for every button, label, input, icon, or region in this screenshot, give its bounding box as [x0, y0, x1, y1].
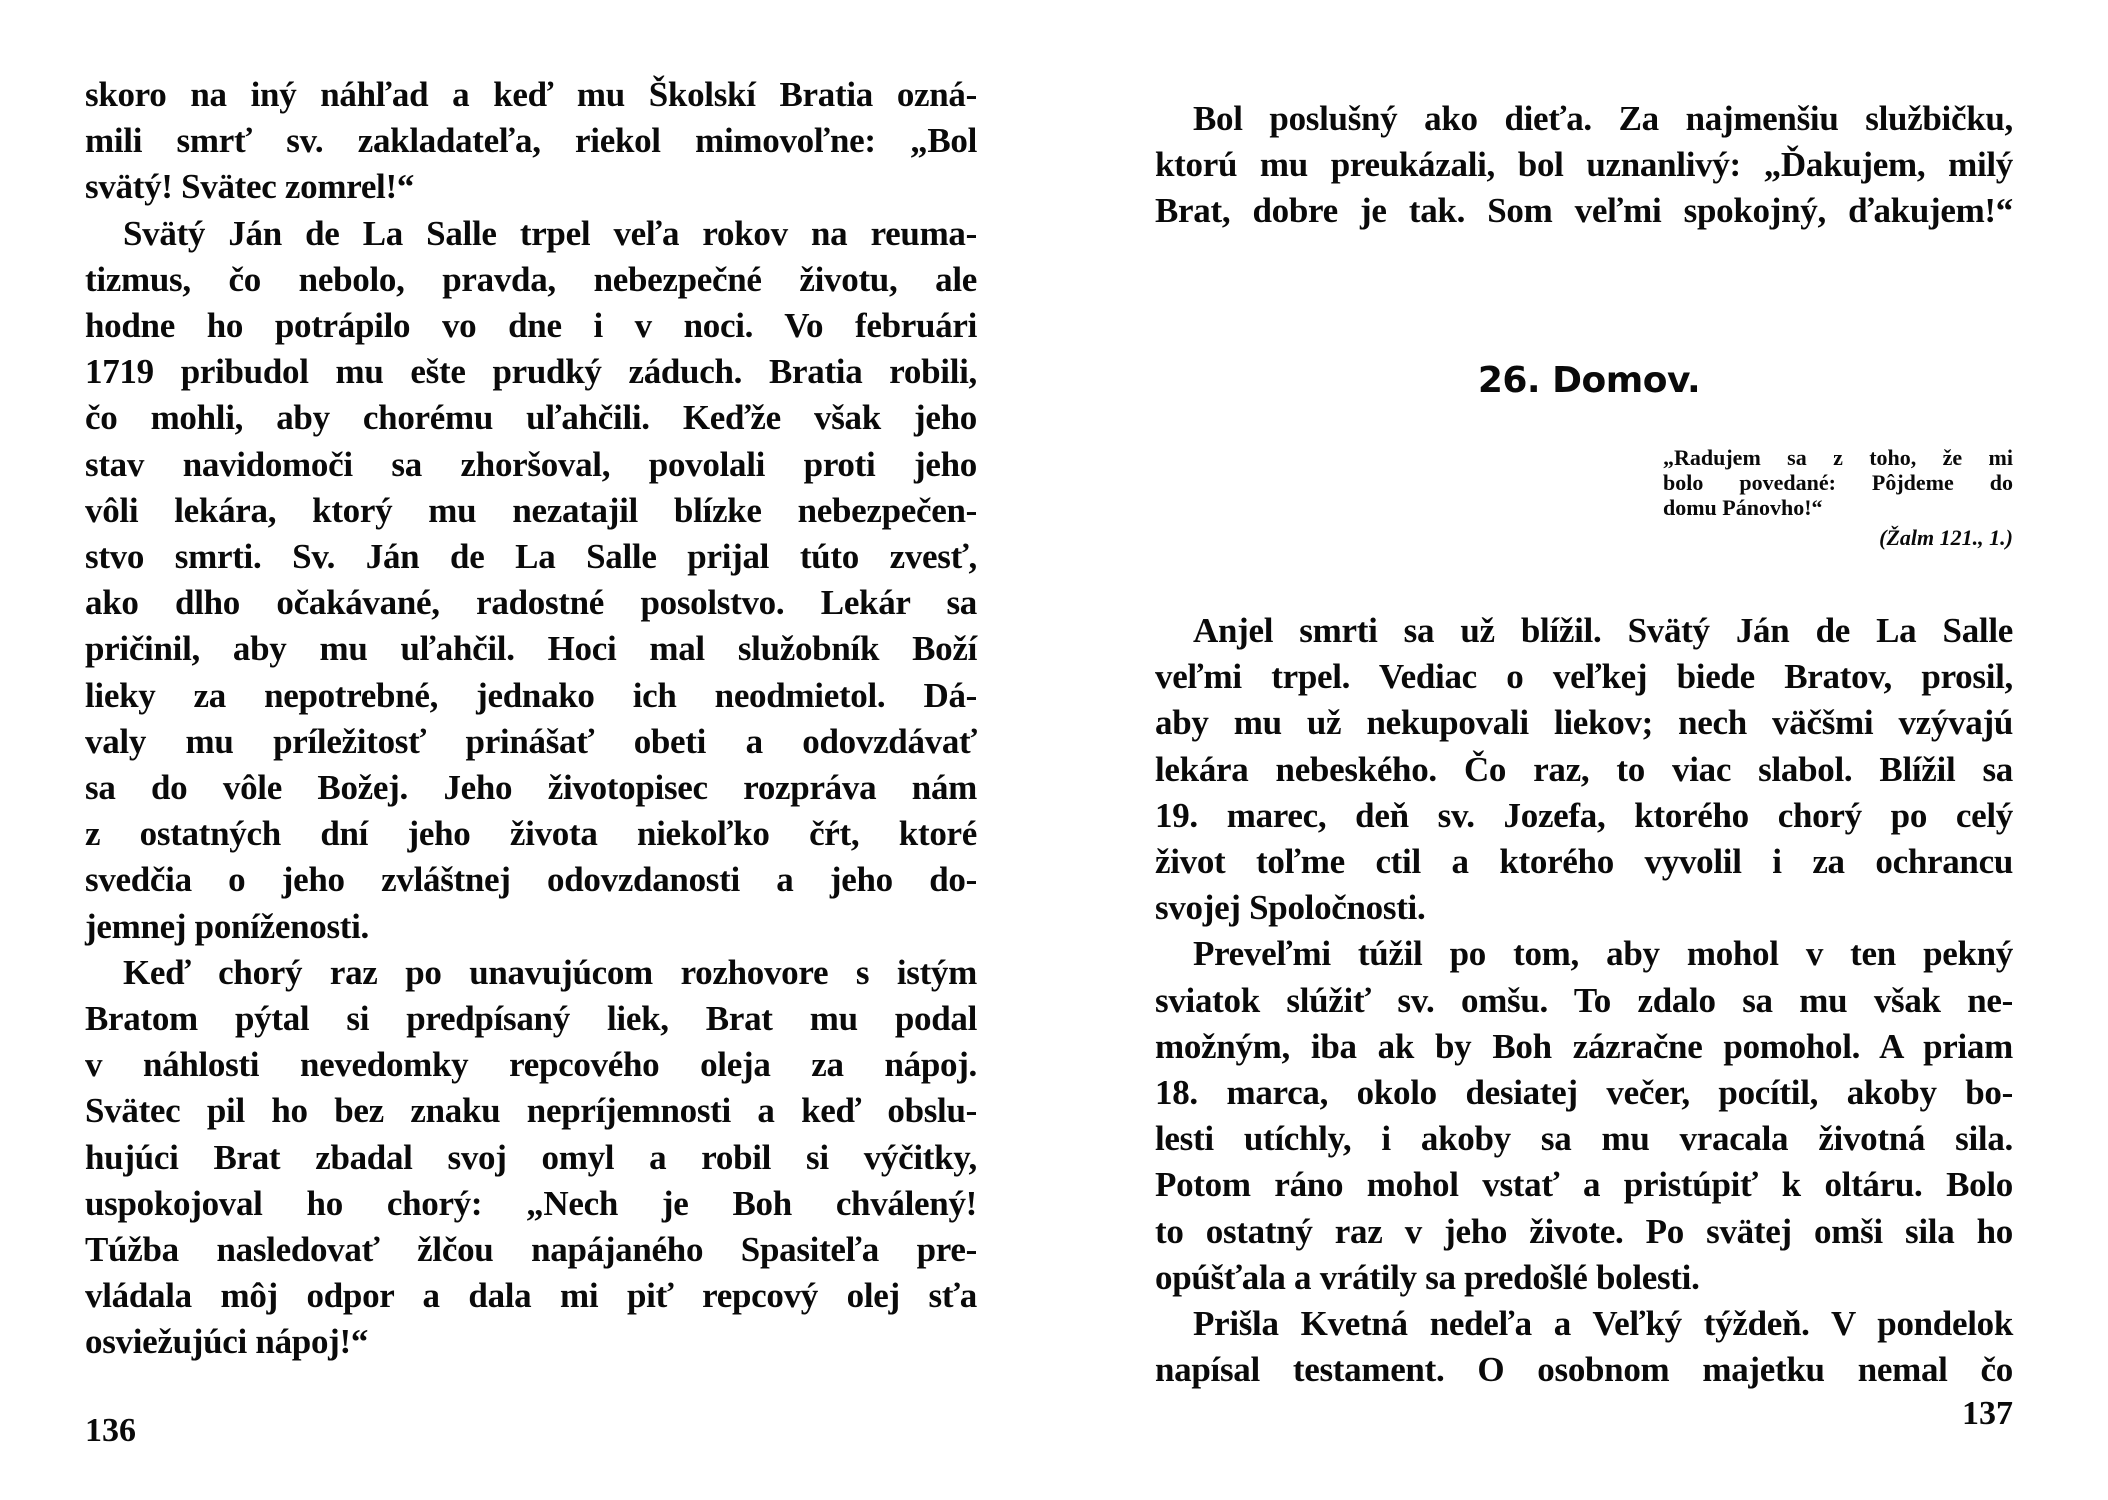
epigraph-line: „Radujem sa z toho, že mi: [1663, 445, 2013, 470]
text-line: lesti utíchly, i akoby sa mu vracala životná sila.: [1155, 1119, 2013, 1159]
text-line: jemnej poníženosti.: [85, 906, 369, 946]
text-line: život toľme ctil a ktorého vyvolil i za ochrancu: [1155, 842, 2013, 881]
text-line: sviatok slúžiť sv. omšu. To zdalo sa mu však ne-: [1155, 980, 2013, 1020]
text-line: Bol poslušný ako dieťa. Za najmenšiu službičku,: [1193, 99, 2013, 138]
text-line: Potom ráno mohol vstať a pristúpiť k oltáru. Bolo: [1155, 1165, 2013, 1205]
text-line: vládala môj odpor a dala mi piť repcový olej sťa: [85, 1276, 977, 1316]
chapter-title: 26. Domov.: [1477, 360, 1701, 401]
text-line: pričinil, aby mu uľahčil. Hoci mal služobník Boží: [85, 629, 977, 669]
text-line: tizmus, čo nebolo, pravda, nebezpečné životu, ale: [85, 259, 977, 299]
text-line: čo mohli, aby chorému uľahčili. Keďže však jeho: [85, 398, 977, 438]
text-line: svojej Spoločnosti.: [1155, 888, 1426, 928]
text-line: 1719 pribudol mu ešte prudký záduch. Bratia robili,: [85, 352, 977, 392]
text-line: stav navidomoči sa zhoršoval, povolali proti jeho: [85, 444, 977, 484]
left-page: [85, 0, 977, 1500]
text-line: ktorú mu preukázali, bol uznanlivý: „Ďakujem, milý: [1155, 145, 2013, 184]
text-line: valy mu príležitosť prinášať obeti a odovzdávať: [85, 721, 977, 761]
text-line: ako dlho očakávané, radostné posolstvo. Lekár sa: [85, 583, 977, 623]
text-line: skoro na iný náhľad a keď mu Školskí Bratia ozná-: [85, 75, 977, 114]
text-line: v náhlosti nevedomky repcového oleja za nápoj.: [85, 1045, 977, 1085]
text-line: Bratom pýtal si predpísaný liek, Brat mu podal: [85, 999, 977, 1038]
text-line: Brat, dobre je tak. Som veľmi spokojný, ďakujem!“: [1155, 191, 2013, 230]
text-line: 19. marec, deň sv. Jozefa, ktorého chorý po celý: [1155, 795, 2013, 835]
text-line: uspokojoval ho chorý: „Nech je Boh chválený!: [85, 1183, 977, 1223]
text-line: mili smrť sv. zakladateľa, riekol mimovoľne: „Bol: [85, 121, 977, 161]
text-line: aby mu už nekupovali liekov; nech väčšmi vzývajú: [1155, 703, 2013, 743]
text-line: Prišla Kvetná nedeľa a Veľký týždeň. V pondelok: [1193, 1304, 2013, 1343]
text-line: Svätec pil ho bez znaku nepríjemnosti a keď obslu-: [85, 1091, 977, 1131]
text-line: osviežujúci nápoj!“: [85, 1322, 369, 1362]
text-line: hodne ho potrápilo vo dne i v noci. Vo februári: [85, 306, 977, 345]
text-line: to ostatný raz v jeho živote. Po svätej omši sila ho: [1155, 1211, 2013, 1251]
text-line: stvo smrti. Sv. Ján de La Salle prijal túto zvesť,: [85, 537, 977, 576]
epigraph: [1663, 445, 2013, 550]
text-line: opúšťala a vrátily sa predošlé bolesti.: [1155, 1257, 1700, 1297]
text-line: z ostatných dní jeho života niekoľko čŕt, ktoré: [85, 814, 977, 854]
page-number-right: 137: [1962, 1395, 2013, 1432]
text-line: Keď chorý raz po unavujúcom rozhovore s istým: [123, 952, 977, 992]
text-line: svedčia o jeho zvláštnej odovzdanosti a jeho do-: [85, 860, 977, 900]
text-line: 18. marca, okolo desiatej večer, pocítil, akoby bo-: [1155, 1073, 2013, 1112]
text-line: hujúci Brat zbadal svoj omyl a robil si výčitky,: [85, 1137, 977, 1177]
text-line: vôli lekára, ktorý mu nezatajil blízke nebezpečen-: [85, 490, 977, 530]
text-line: Anjel smrti sa už blížil. Svätý Ján de La Salle: [1193, 611, 2013, 650]
text-line: lekára nebeského. Čo raz, to viac slabol. Blížil sa: [1155, 749, 2013, 789]
epigraph-line: domu Pánovho!“: [1663, 495, 1823, 520]
page-number-left: 136: [85, 1412, 136, 1449]
epigraph-line: bolo povedané: Pôjdeme do: [1663, 470, 2013, 495]
text-line: Svätý Ján de La Salle trpel veľa rokov na reuma-: [123, 213, 977, 253]
text-line: možným, iba ak by Boh zázračne pomohol. A priam: [1155, 1026, 2013, 1066]
text-line: Túžba nasledovať žlčou napájaného Spasiteľa pre-: [85, 1230, 977, 1269]
text-line: veľmi trpel. Vediac o veľkej biede Bratov, prosil,: [1155, 657, 2013, 697]
text-line: sa do vôle Božej. Jeho životopisec rozpráva nám: [85, 768, 977, 807]
epigraph-source: (Žalm 121., 1.): [1879, 525, 2013, 550]
text-line: lieky za nepotrebné, jednako ich neodmietol. Dá-: [85, 675, 977, 715]
text-line: Preveľmi túžil po tom, aby mohol v ten pekný: [1193, 934, 2013, 974]
right-page: [1155, 0, 2013, 1500]
text-line: napísal testament. O osobnom majetku nemal čo: [1155, 1350, 2013, 1390]
text-line: svätý! Svätec zomrel!“: [85, 167, 415, 207]
